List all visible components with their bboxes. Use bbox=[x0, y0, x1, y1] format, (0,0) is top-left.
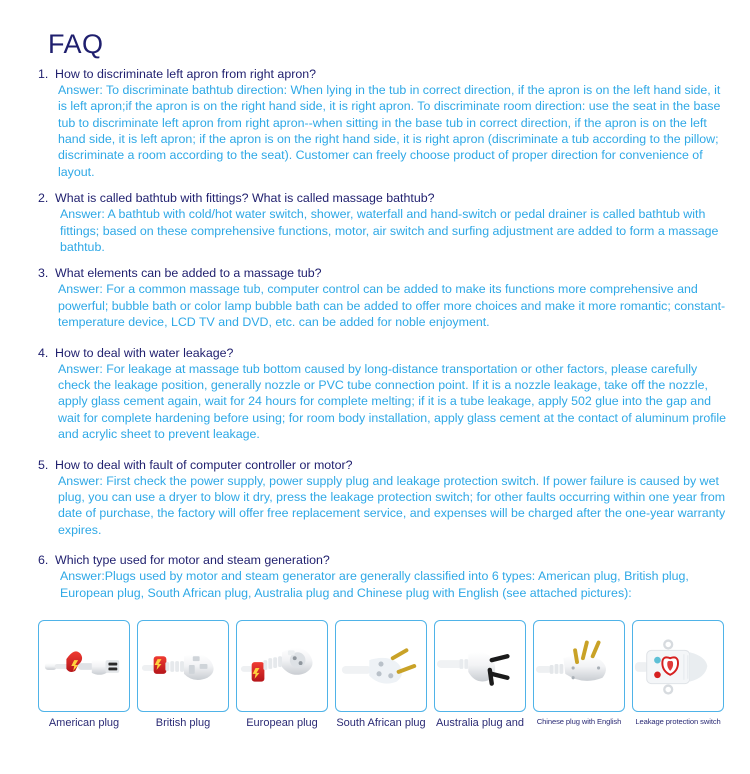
european-plug-image bbox=[237, 621, 327, 711]
american-plug-image bbox=[39, 621, 129, 711]
british-plug-image bbox=[138, 621, 228, 711]
faq-question-row bbox=[38, 66, 728, 82]
faq-question: How to deal with water leakage? bbox=[55, 345, 234, 360]
faq-answer: Answer: First check the power supply, power supply plug and leakage protection switch. If power failure is caused by wet plug, you can use a dryer to blow it dry, press the leakage protection switch; for other faults occurring within one year from date of purchase, the factory will offer free replacement service, and expenses will be charged after the one-year warranty expires. bbox=[58, 473, 726, 537]
plug-caption: British plug bbox=[155, 717, 211, 729]
faq-answer: Answer: For leakage at massage tub bottom caused by long-distance transportation or other factors, please carefully check the leakage position, generally nozzle or PVC tube connection point. If it is a nozzle leakage, take off the nozzle, apply glass cement again, wait for 24 hours for complete melting; if it is a tube leakage, apply 502 glue into the gap and wait for complete hardening before using; for room body installation, apply glass cement at the contact of aluminum profile and acrylic sheet to prevent leakage. bbox=[58, 361, 727, 442]
faq-question: What is called bathtub with fittings? What is called massage bathtub? bbox=[55, 191, 435, 206]
plug-caption: European plug bbox=[246, 717, 318, 729]
faq-number: 6. bbox=[38, 553, 49, 568]
faq-question-row bbox=[38, 265, 728, 281]
faq-answer: Answer: To discriminate bathtub direction: When lying in the tub in correct direction, if the apron is on the left hand side, it is left apron;if the apron is on the right hand side, it is right apron. To discriminate room direction: use the seat in the base tub to discriminate left apron from right apron--when sitting in the base tub in correct direction, if the apron is on the left hand side, it is left apron; if the apron is on the right hand side, it is right apron (discriminate a tub according to the pillow; discriminate a room according to the seat). Customer can freely choose product of proper direction for convenience of layout. bbox=[58, 82, 721, 179]
plug-caption: American plug bbox=[48, 717, 120, 729]
plug-cell-european bbox=[236, 620, 328, 730]
faq-list bbox=[38, 66, 728, 601]
plug-image-box bbox=[533, 620, 625, 712]
faq-question: How to discriminate left apron from right apron? bbox=[55, 66, 317, 81]
plug-image-box bbox=[434, 620, 526, 712]
plug-cell-leakage-switch bbox=[632, 620, 724, 727]
faq-question-row bbox=[38, 457, 728, 473]
faq-question-row bbox=[38, 190, 728, 206]
faq-number: 2. bbox=[38, 191, 49, 206]
plug-image-box bbox=[38, 620, 130, 712]
plug-caption: Chinese plug with English bbox=[536, 717, 622, 726]
plug-cell-australia bbox=[434, 620, 526, 730]
chinese-plug-image bbox=[534, 621, 624, 711]
australia-plug-image bbox=[435, 621, 525, 711]
faq-item-4 bbox=[38, 345, 728, 443]
plug-image-box bbox=[137, 620, 229, 712]
faq-item-6 bbox=[38, 552, 728, 601]
plug-caption: Australia plug and bbox=[435, 717, 525, 729]
plug-cell-chinese bbox=[533, 620, 625, 727]
plug-caption: Leakage protection switch bbox=[635, 717, 721, 726]
faq-number: 1. bbox=[38, 66, 49, 81]
faq-question-row bbox=[38, 345, 728, 361]
plug-image-box bbox=[236, 620, 328, 712]
faq-question-row bbox=[38, 552, 728, 568]
faq-item-3 bbox=[38, 265, 728, 330]
page-title: FAQ bbox=[48, 29, 104, 59]
faq-item-5 bbox=[38, 457, 728, 539]
faq-number: 5. bbox=[38, 457, 49, 472]
plug-gallery bbox=[38, 620, 728, 730]
faq-number: 4. bbox=[38, 345, 49, 360]
faq-item-2 bbox=[38, 190, 728, 255]
faq-answer: Answer: A bathtub with cold/hot water switch, shower, waterfall and hand-switch or pedal drainer is called bathtub with fittings; based on these comprehensive functions, motor, air switch and surfing adjustment are added to form a massage bathtub. bbox=[60, 207, 719, 254]
faq-answer: Answer:Plugs used by motor and steam generator are generally classified into 6 types: American plug, British plug, European plug, South African plug, Australia plug and Chinese plug with English (see attached pictures): bbox=[60, 569, 689, 600]
faq-question: How to deal with fault of computer controller or motor? bbox=[55, 457, 353, 472]
plug-cell-south-african bbox=[335, 620, 427, 730]
faq-question: Which type used for motor and steam generation? bbox=[55, 553, 330, 568]
faq-item-1 bbox=[38, 66, 728, 180]
plug-caption: South African plug bbox=[336, 717, 426, 729]
south-african-plug-image bbox=[336, 621, 426, 711]
faq-question: What elements can be added to a massage tub? bbox=[55, 266, 322, 281]
faq-answer: Answer: For a common massage tub, computer control can be added to make its functions more comprehensive and powerful; bubble bath or color lamp bubble bath can be added to offer more choices and make it more romantic; constant-temperature device, LCD TV and DVD, etc. can be added for noble enjoyment. bbox=[58, 282, 726, 330]
plug-image-box bbox=[335, 620, 427, 712]
faq-number: 3. bbox=[38, 266, 49, 281]
plug-image-box bbox=[632, 620, 724, 712]
plug-cell-american bbox=[38, 620, 130, 730]
plug-cell-british bbox=[137, 620, 229, 730]
faq-content bbox=[38, 30, 728, 608]
leakage-protection-switch-image bbox=[633, 621, 723, 711]
